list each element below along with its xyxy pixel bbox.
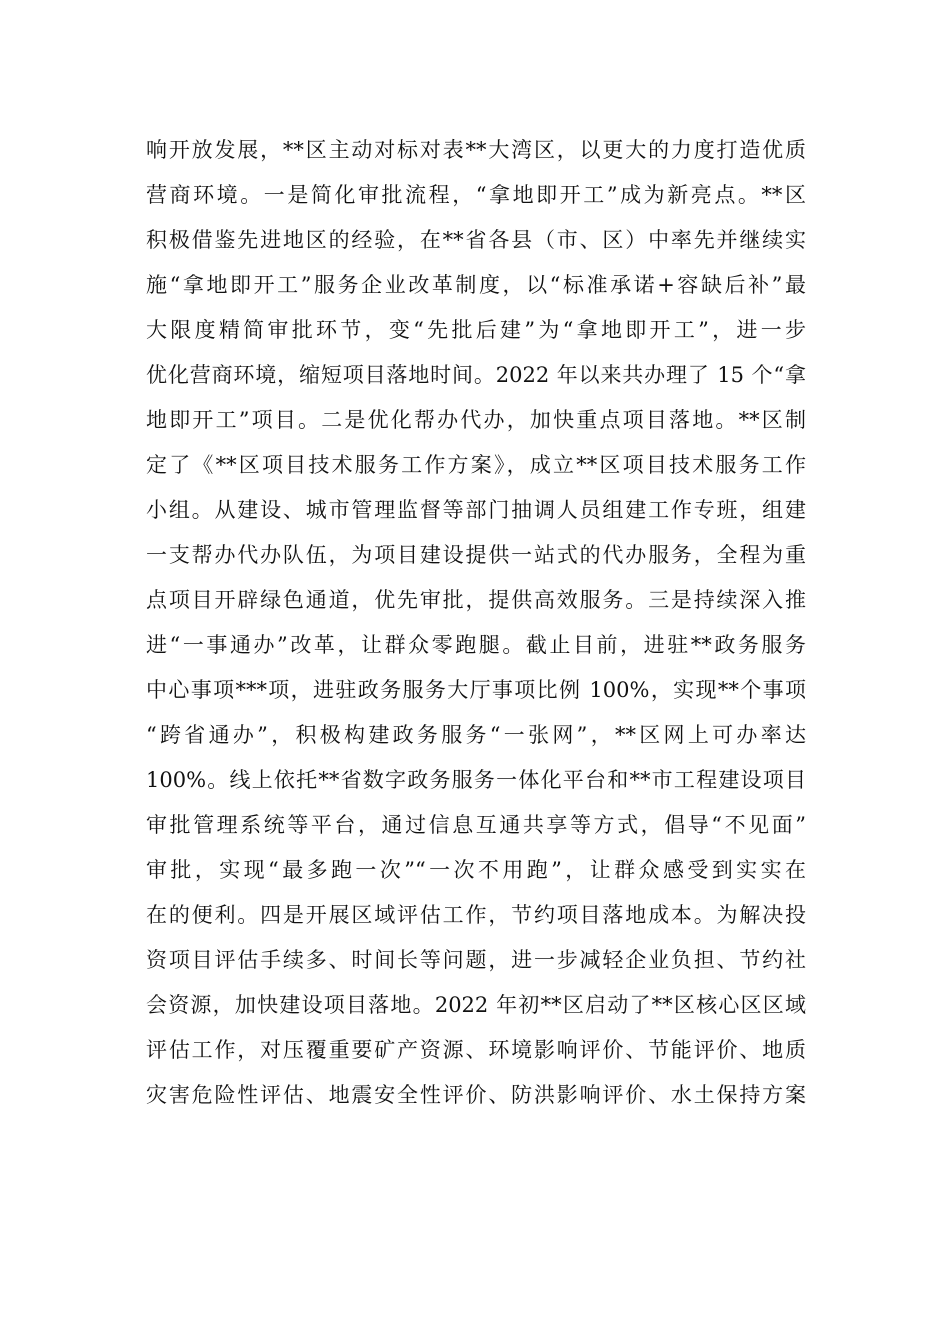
body-paragraph <box>146 128 806 1118</box>
text-line: 中心事项***项，进驻政务服务大厅事项比例 100%，实现**个事项 <box>146 678 806 702</box>
text-line: 在的便利。四是开展区域评估工作，节约项目落地成本。为解决投 <box>146 903 806 927</box>
text-line: “跨省通办”，积极构建政务服务“一张网”，**区网上可办率达 <box>146 723 806 747</box>
text-line: 营商环境。一是简化审批流程，“拿地即开工”成为新亮点。**区 <box>146 183 806 207</box>
text-line: 进“一事通办”改革，让群众零跑腿。截止目前，进驻**政务服务 <box>146 633 806 657</box>
text-line: 施“拿地即开工”服务企业改革制度，以“标准承诺+容缺后补”最 <box>146 273 806 297</box>
text-line: 资项目评估手续多、时间长等问题，进一步减轻企业负担、节约社 <box>146 948 806 972</box>
text-line: 地即开工”项目。二是优化帮办代办，加快重点项目落地。**区制 <box>146 408 806 432</box>
text-line: 审批管理系统等平台，通过信息互通共享等方式，倡导“不见面” <box>146 813 806 837</box>
text-line: 评估工作，对压覆重要矿产资源、环境影响评价、节能评价、地质 <box>146 1038 806 1062</box>
text-line: 一支帮办代办队伍，为项目建设提供一站式的代办服务，全程为重 <box>146 543 806 567</box>
text-line: 小组。从建设、城市管理监督等部门抽调人员组建工作专班，组建 <box>146 498 806 522</box>
text-line: 点项目开辟绿色通道，优先审批，提供高效服务。三是持续深入推 <box>146 588 806 612</box>
text-line: 灾害危险性评估、地震安全性评价、防洪影响评价、水土保持方案 <box>146 1083 806 1107</box>
text-line: 优化营商环境，缩短项目落地时间。2022 年以来共办理了 15 个“拿 <box>146 363 806 387</box>
text-line: 100%。线上依托**省数字政务服务一体化平台和**市工程建设项目 <box>146 768 806 792</box>
text-line: 积极借鉴先进地区的经验，在**省各县（市、区）中率先并继续实 <box>146 228 806 252</box>
text-line: 定了《**区项目技术服务工作方案》，成立**区项目技术服务工作 <box>146 453 806 477</box>
text-line: 审批，实现“最多跑一次”“一次不用跑”，让群众感受到实实在 <box>146 858 806 882</box>
text-line: 响开放发展，**区主动对标对表**大湾区，以更大的力度打造优质 <box>146 138 806 162</box>
text-line: 大限度精简审批环节，变“先批后建”为“拿地即开工”，进一步 <box>146 318 806 342</box>
text-line: 会资源，加快建设项目落地。2022 年初**区启动了**区核心区区域 <box>146 993 806 1017</box>
